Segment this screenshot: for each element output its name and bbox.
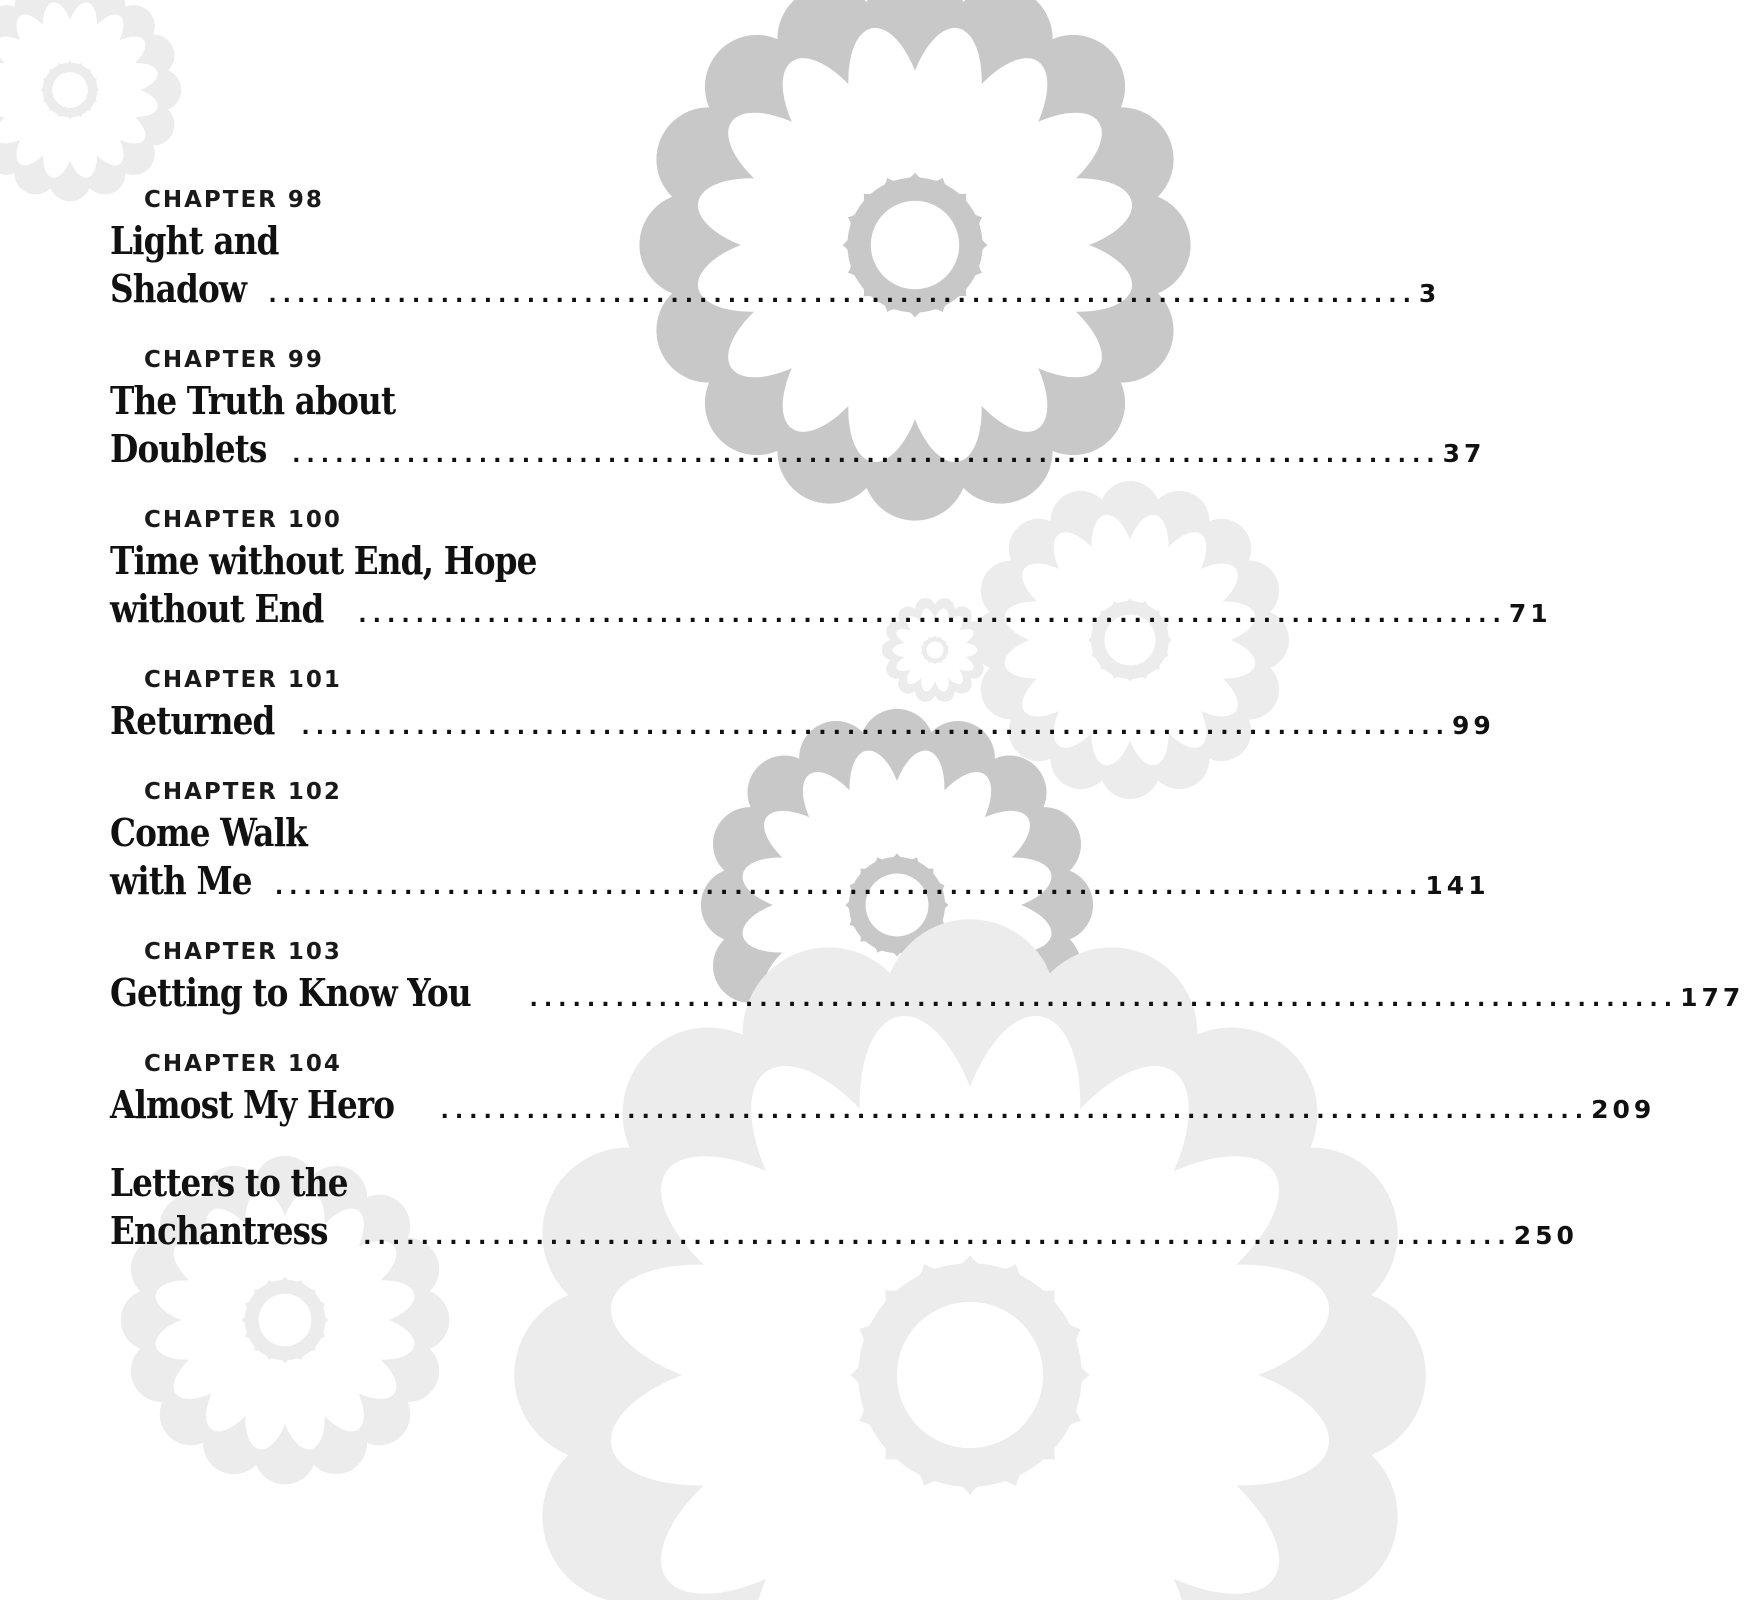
page-number: 141 — [1425, 871, 1490, 900]
chapter-title-final-line — [110, 265, 1441, 313]
chapter-label: CHAPTER 101 — [144, 667, 342, 693]
chapter-title-line: The Truth about — [110, 378, 396, 423]
flower-bottom-right — [514, 919, 1426, 1600]
chapter-title-line: Time without End, Hope — [110, 538, 537, 583]
chapter-title-text: Returned — [110, 698, 275, 743]
page-number: 3 — [1418, 279, 1441, 308]
page-number: 177 — [1680, 983, 1744, 1012]
chapter-title-final-line — [110, 1081, 1656, 1129]
flower-top-left — [0, 0, 181, 201]
chapter-title-text: Enchantress — [110, 1208, 328, 1253]
chapter-label: CHAPTER 99 — [144, 347, 324, 373]
chapter-title-final-line — [110, 1207, 1578, 1255]
chapter-label: CHAPTER 98 — [144, 187, 324, 213]
chapter-title-final-line — [110, 425, 1486, 473]
chapter-title-text: Almost My Hero — [110, 1082, 395, 1127]
toc-entry — [110, 503, 1552, 633]
toc-entry — [110, 1159, 1578, 1255]
chapter-label: CHAPTER 100 — [144, 507, 342, 533]
table-of-contents — [110, 183, 1744, 1285]
page-number: 37 — [1442, 439, 1486, 468]
chapter-title-final-line — [110, 697, 1495, 745]
chapter-title-line: Letters to the — [110, 1160, 348, 1205]
toc-entry — [110, 1047, 1656, 1129]
flower-mid-right — [971, 481, 1289, 799]
chapter-label: CHAPTER 103 — [144, 939, 342, 965]
dot-leader: ................................................................................ — [268, 283, 1417, 308]
toc-entry — [110, 775, 1490, 905]
toc-entry — [110, 183, 1441, 313]
dot-leader: ................................................................................ — [301, 715, 1450, 740]
dot-leader: ................................................................................ — [440, 1099, 1590, 1124]
page-number: 250 — [1513, 1221, 1578, 1250]
chapter-title-final-line — [110, 585, 1552, 633]
chapter-title-text: Getting to Know You — [110, 970, 471, 1015]
page-number: 71 — [1508, 599, 1552, 628]
toc-entry — [110, 343, 1486, 473]
chapter-title-text: Shadow — [110, 266, 247, 311]
chapter-label: CHAPTER 102 — [144, 779, 342, 805]
page-number: 99 — [1451, 711, 1495, 740]
chapter-title-line: Come Walk — [110, 810, 307, 855]
chapter-title-final-line — [110, 969, 1744, 1017]
toc-entry — [110, 663, 1495, 745]
chapter-title-final-line — [110, 857, 1490, 905]
dot-leader: ................................................................................ — [274, 875, 1424, 900]
page-number: 209 — [1591, 1095, 1656, 1124]
chapter-title-line: Light and — [110, 218, 279, 263]
chapter-title-text: Doublets — [110, 426, 267, 471]
chapter-title-text: with Me — [110, 858, 252, 903]
dot-leader: ................................................................................ — [292, 443, 1441, 468]
chapter-label: CHAPTER 104 — [144, 1051, 342, 1077]
toc-entry — [110, 935, 1744, 1017]
dot-leader: ................................................................................ — [358, 603, 1507, 628]
dot-leader: ................................................................................ — [529, 987, 1679, 1012]
chapter-title-text: without End — [110, 586, 324, 631]
dot-leader: ................................................................................ — [363, 1225, 1512, 1250]
